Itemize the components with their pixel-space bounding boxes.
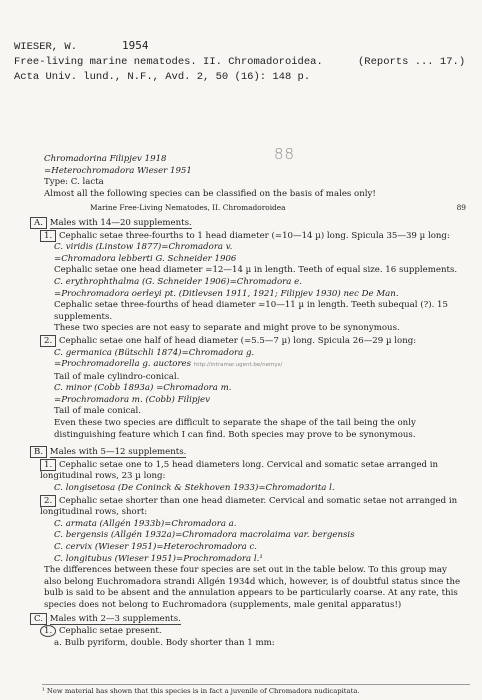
couplet-a1-box: 1. — [40, 230, 56, 242]
species-a1-2: C. erythrophthalma (G. Schneider 1906)=Chromadora e. — [54, 276, 302, 287]
section-b-heading — [30, 446, 452, 459]
note-a2: Even these two species are difficult to separate the shape of the tail being the only distinguishing feature which I can find. Both species may prove to be synonymous. — [54, 418, 416, 440]
couplet-a1-text: Cephalic setae three-fourths to 1 head diameter (=10—14 µ) long. Spicula 35—39 µ long: — [58, 230, 450, 241]
running-head — [44, 202, 466, 214]
couplet-a2-text: Cephalic setae one half of head diameter (=5.5—7 µ) long. Spicula 26—29 µ long: — [58, 335, 417, 346]
couplet-b1-box: 1. — [40, 459, 56, 471]
card-line-author — [14, 40, 466, 55]
section-c-box: C. — [30, 613, 47, 625]
species-a2-2-desc: Tail of male conical. — [54, 406, 142, 417]
synonym-line: =Heterochromadora Wieser 1951 — [44, 165, 192, 176]
card-citation: Acta Univ. lund., N.F., Avd. 2, 50 (16): 148 p. — [14, 71, 311, 83]
handwritten-number: 88 — [274, 145, 296, 163]
couplet-c1 — [40, 625, 462, 638]
species-b2-2: C. bergensis (Allgén 1932a)=Chromadora macrolaima var. bergensis — [54, 530, 355, 541]
species-b2-3: C. cervix (Wieser 1951)=Heterochromadora c. — [54, 542, 258, 552]
card-series: (Reports ... 17.) — [358, 56, 466, 68]
section-c-text: Males with 2—3 supplements. — [49, 613, 181, 624]
genus-line: Chromadorina Filipjev 1918 — [44, 154, 167, 164]
footnote: ¹ New material has shown that this species is in fact a juvenile of Chromadora nudicapitata. — [42, 684, 470, 696]
card-author: WIESER, W. — [14, 41, 78, 53]
species-a1-1-syn: =Chromadora lebberti G. Schneider 1906 — [54, 253, 237, 264]
species-a2-1-syn: =Prochromadorella g. auctores — [54, 359, 192, 370]
couplet-a2-box: 2. — [40, 335, 56, 347]
species-b2-1: C. armata (Allgén 1933b)=Chromadora a. — [54, 518, 237, 529]
species-a2-1-desc: Tail of male cylindro-conical. — [54, 371, 180, 382]
note-a1: These two species are not easy to separate and might prove to be synonymous. — [54, 323, 400, 334]
section-a-text: Males with 14—20 supplements. — [49, 217, 192, 228]
section-c-heading — [30, 613, 452, 626]
catalog-card — [14, 40, 466, 85]
species-a2-1: C. germanica (Bütschli 1874)=Chromadora g. — [54, 347, 255, 358]
type-line: Type: C. lacta — [44, 177, 104, 188]
section-a-heading — [30, 217, 452, 230]
species-a2-1-syn-line — [44, 359, 466, 372]
species-b2-4: C. longitubus (Wieser 1951)=Prochromadora l.¹ — [54, 553, 263, 564]
page-number: 89 — [456, 203, 466, 213]
couplet-c1-text: Cephalic setae present. — [58, 626, 162, 637]
couplet-b2-text: Cephalic setae shorter than one head diameter. Cervical and somatic setae not arranged in longitudinal rows, short: — [40, 495, 458, 518]
section-b-box: B. — [30, 446, 47, 458]
monograph-page — [34, 145, 466, 649]
running-head-title: Marine Free-Living Nematodes, II. Chromadoroidea — [90, 203, 286, 213]
section-a-box: A. — [30, 217, 47, 229]
section-b-text: Males with 5—12 supplements. — [49, 447, 187, 458]
couplet-a1 — [40, 230, 462, 243]
card-title: Free-living marine nematodes. II. Chromadoroidea. — [14, 56, 323, 68]
url-watermark: http://intramar.ugent.be/nemys/ — [193, 362, 283, 369]
couplet-b2-box: 2. — [40, 495, 56, 507]
species-b1: C. longisetosa (De Coninck & Stekhoven 1933)=Chromadorita l. — [54, 483, 335, 494]
card-year: 1954 — [122, 39, 149, 52]
species-a1-1: C. viridis (Linstow 1877)=Chromadora v. — [54, 242, 233, 253]
species-a2-2-syn: =Prochromadora m. (Cobb) Filipjev — [54, 394, 210, 405]
couplet-c1a: a. Bulb pyriform, double. Body shorter than 1 mm: — [54, 637, 275, 648]
card-line-title — [14, 55, 466, 70]
couplet-b1-text: Cephalic setae one to 1,5 head diameters long. Cervical and somatic setae arranged in longitudinal rows, 23 µ long: — [40, 459, 439, 482]
couplet-b1 — [40, 459, 462, 483]
intro-line: Almost all the following species can be classified on the basis of males only! — [44, 188, 376, 199]
note-b: The differences between these four species are set out in the table below. To this group may also belong Euchromadora strandi Allgén 1934d which, however, is of doubtful status since the bulb is said to be absent and the annulation appears to be particularly coarse. At any rate, this species does not belong to Euchromadora (supplements, male genital apparatus!) — [44, 565, 461, 610]
species-a1-1-desc: Cephalic setae one head diameter =12—14 µ in length. Teeth of equal size. 16 supplements. — [54, 265, 458, 276]
species-a2-2: C. minor (Cobb 1893a) =Chromadora m. — [54, 383, 232, 394]
couplet-a2 — [40, 335, 462, 348]
genus-header — [44, 145, 466, 200]
species-a1-2-desc: Cephalic setae three-fourths of head diameter =10—11 µ in length. Teeth subequal (?). 15 supplements. — [54, 300, 448, 322]
couplet-c1-box: 1. — [40, 625, 56, 637]
couplet-b2 — [40, 495, 462, 519]
species-a1-2-syn: =Prochromadora oerleyi pt. (Ditlevsen 1911, 1921; Filipjev 1930) nec De Man. — [54, 288, 399, 299]
